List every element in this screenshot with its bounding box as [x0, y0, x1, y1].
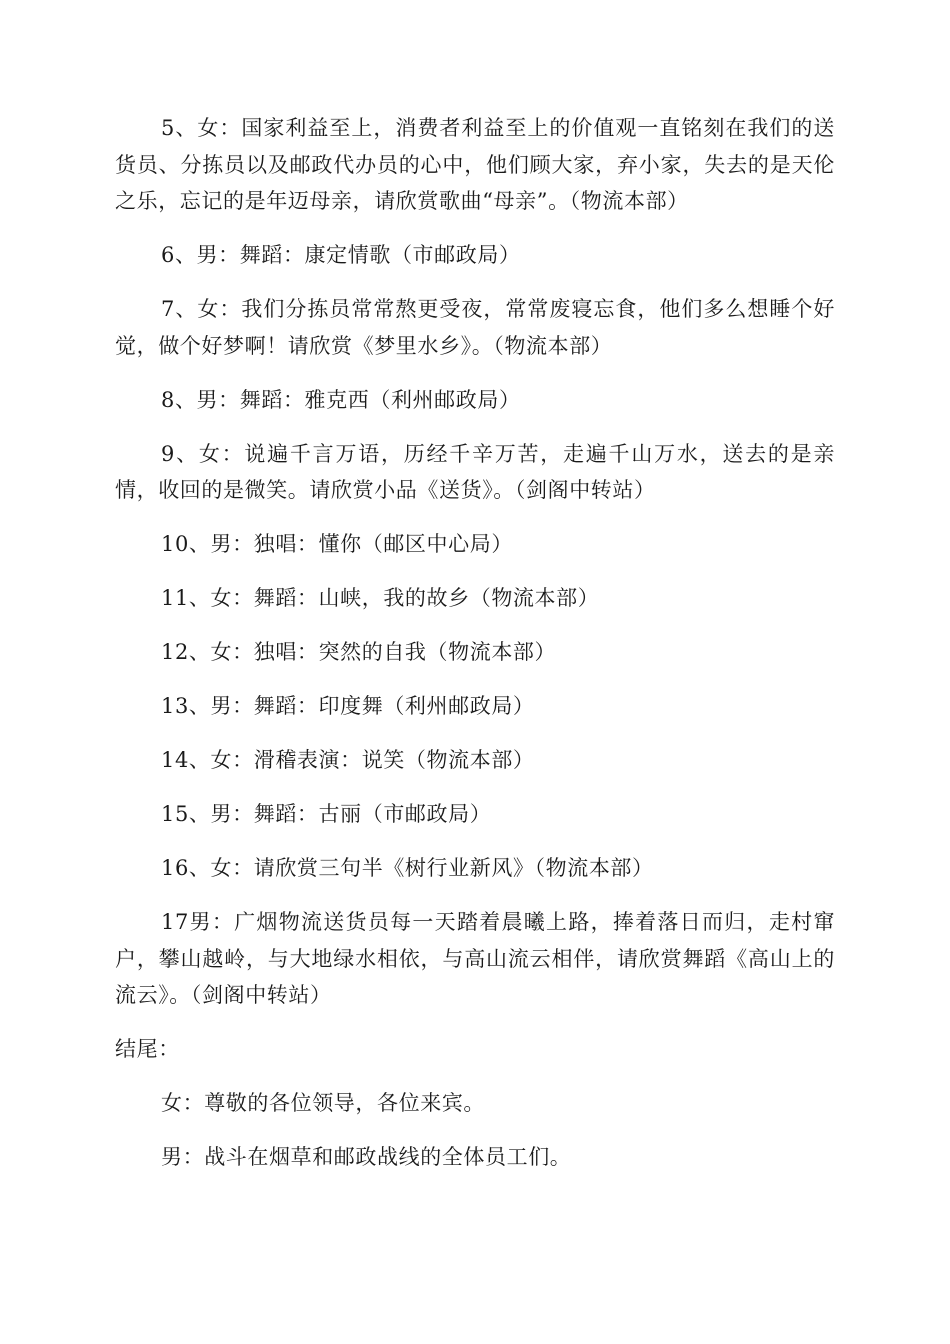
paragraph-item-5: 5、女：国家利益至上，消费者利益至上的价值观一直铭刻在我们的送货员、分拣员以及邮政代办员的心中，他们顾大家，弃小家，失去的是天伦之乐，忘记的是年迈母亲，请欣赏歌曲“母亲”。（物流本部） — [115, 116, 835, 213]
document-page — [115, 110, 835, 1193]
paragraph-item-14: 14、女：滑稽表演：说笑（物流本部） — [161, 748, 535, 772]
paragraph-item-12: 12、女：独唱：突然的自我（物流本部） — [161, 640, 557, 664]
paragraph-item-6: 6、男：舞蹈：康定情歌（市邮政局） — [161, 243, 521, 267]
paragraph-item-9: 9、女：说遍千言万语，历经千辛万苦，走遍千山万水，送去的是亲情，收回的是微笑。请欣赏小品《送货》。（剑阁中转站） — [115, 441, 835, 502]
paragraph-item-13: 13、男：舞蹈：印度舞（利州邮政局） — [161, 694, 535, 718]
paragraph-item-10: 10、男：独唱：懂你（邮区中心局） — [161, 532, 513, 556]
paragraph-item-8: 8、男：舞蹈：雅克西（利州邮政局） — [161, 387, 521, 412]
paragraph-item-11: 11、女：舞蹈：山峡，我的故乡（物流本部） — [161, 586, 600, 610]
paragraph-item-17: 17男：广烟物流送货员每一天踏着晨曦上路，捧着落日而归，走村窜户，攀山越岭，与大地绿水相依，与高山流云相伴，请欣赏舞蹈《高山上的流云》。（剑阁中转站） — [115, 910, 835, 1007]
section-heading-ending: 结尾： — [115, 1037, 180, 1061]
paragraph-item-16: 16、女：请欣赏三句半《树行业新风》（物流本部） — [161, 856, 654, 880]
paragraph-male-closing: 男：战斗在烟草和邮政战线的全体员工们。 — [161, 1145, 572, 1169]
paragraph-female-closing: 女：尊敬的各位领导，各位来宾。 — [161, 1091, 485, 1115]
paragraph-item-7: 7、女：我们分拣员常常熬更受夜，常常废寝忘食，他们多么想睡个好觉，做个好梦啊！请欣赏《梦里水乡》。（物流本部） — [115, 297, 835, 358]
paragraph-item-15: 15、男：舞蹈：古丽（市邮政局） — [161, 802, 492, 826]
